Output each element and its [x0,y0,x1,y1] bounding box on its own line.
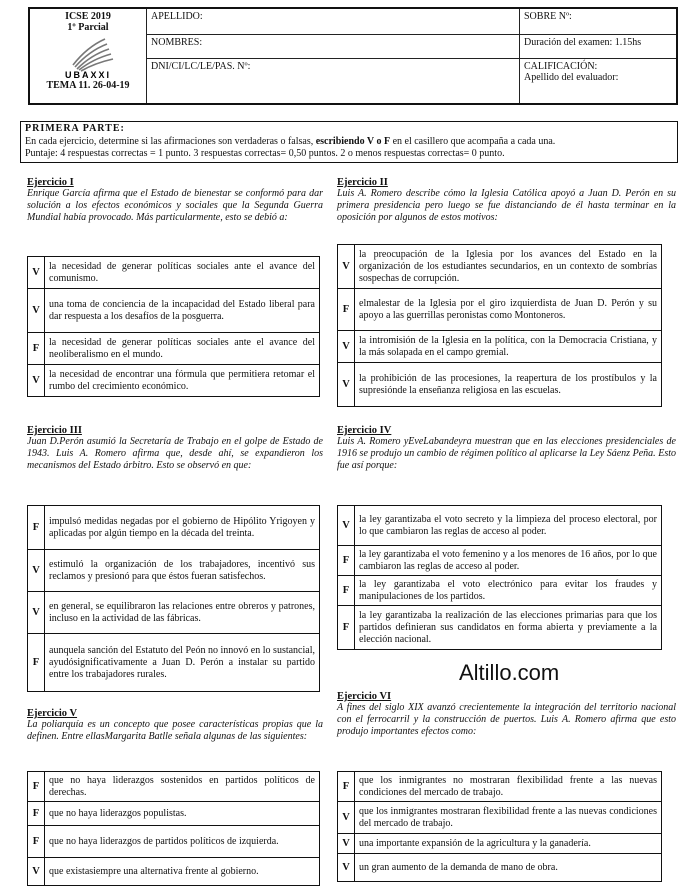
statement: que no haya liderazgos sostenidos en partidos políticos de derechas. [45,772,320,802]
exercise-title: Ejercicio I [27,177,74,188]
answer-cell[interactable]: V [28,257,45,289]
instructions-text: En cada ejercicio, determine si las afirmaciones son verdaderas o falsas, escribiendo V o F en el casillero que acompaña a cada una. [25,135,556,147]
statement: aunquela sanción del Estatuto del Peón no innovó en lo sustancial, ayudósignificativamente a Juan D. Perón a instalar su partido entre los trabajadores rurales. [45,634,320,692]
svg-text:UBAXXI: UBAXXI [64,70,112,79]
exercise-prompt: Enrique García afirma que el Estado de bienestar se conformó para dar solución a los efectos económicos y sociales que la Segunda Guerra Mundial había provocado. Más particularmente, esto se debió a: [27,188,323,223]
answer-cell[interactable]: F [28,802,45,826]
duracion-label: Duración del examen: 1.15hs [520,34,678,58]
watermark-text: Altillo.com [459,660,560,685]
exercise-3 [27,425,323,472]
statement: que no haya liderazgos de partidos políticos de izquierda. [45,826,320,858]
statement: que los inmigrantes mostraran flexibilidad frente a las nuevas condiciones del mercado de trabajo. [355,802,662,834]
answer-cell[interactable]: V [338,245,355,289]
answer-table-6 [337,771,662,882]
exercise-title: Ejercicio III [27,425,82,436]
statement: la ley garantizaba el voto secreto y la limpieza del proceso electoral, por lo que cambiaron las reglas de acceso al poder. [355,506,662,546]
statement: que no haya liderazgos populistas. [45,802,320,826]
answer-cell[interactable]: V [338,802,355,834]
statement: impulsó medidas negadas por el gobierno de Hipólito Yrigoyen y aplicadas por algún tiempo en la década del treinta. [45,506,320,550]
exercise-title: Ejercicio IV [337,425,392,436]
statement: la ley garantizaba la realización de las elecciones primarias para que los partidos definieran sus candidatos en forma abierta y previamente a la elección nacional. [355,606,662,650]
calificacion-label: CALIFICACIÓN: [524,60,598,72]
exercise-prompt: La poliarquía es un concepto que posee características propias que la definen. Entre ellasMargarita Batlle señala algunas de las siguientes: [27,719,323,742]
evaluador-label: Apellido del evaluador: [524,71,619,83]
exam-name: 1º Parcial [67,22,109,33]
answer-cell[interactable]: V [338,331,355,363]
answer-cell[interactable]: V [28,858,45,886]
statement: la ley garantizaba el voto femenino y a los menores de 16 años, por lo que cambiaron las reglas de acceso al poder. [355,546,662,576]
statement: en general, se equilibraron las relaciones entre obreros y patrones, incluso en la actividad de las fábricas. [45,592,320,634]
statement: elmalestar de la Iglesia por el giro izquierdista de Juan D. Perón y su apoyo a las guerrillas peronistas como Montoneros. [355,289,662,331]
nombres-field[interactable]: NOMBRES: [147,34,520,58]
answer-cell[interactable]: V [28,592,45,634]
statement: la ley garantizaba el voto electrónico para evitar los fraudes y manipulaciones de los partidos. [355,576,662,606]
apellido-field[interactable]: APELLIDO: [147,8,520,34]
answer-table-5 [27,771,320,886]
answer-cell[interactable]: F [28,333,45,365]
answer-cell[interactable]: V [338,834,355,854]
statement: la intromisión de la Iglesia en la política, con la Democracia Cristiana, y la más solapada en el campo gremial. [355,331,662,363]
answer-cell[interactable]: F [338,289,355,331]
exercise-2 [337,177,676,224]
statement: estimuló la organización de los trabajadores, incentivó sus reclamos y presionó para que éstos fueran satisfechos. [45,550,320,592]
exercise-prompt: Luis A. Romero yEveLabandeyra muestran que en las elecciones presidenciales de 1916 se produjo un cambio de régimen político al aplicarse la Ley Sáenz Peña. Esto fue así porque: [337,436,676,471]
answer-cell[interactable]: F [28,772,45,802]
exercise-6 [337,691,676,738]
calificacion-field[interactable] [520,58,678,104]
statement: una importante expansión de la agricultura y la ganadería. [355,834,662,854]
exercise-title: Ejercicio V [27,708,78,719]
statement: que existasiempre una alternativa frente al gobierno. [45,858,320,886]
scoring-text: Puntaje: 4 respuestas correctas = 1 punto. 3 respuestas correctas= 0,50 puntos. 2 o menos respuestas correctas= 0 punto. [25,148,505,159]
answer-table-2 [337,244,662,407]
statement: una toma de conciencia de la incapacidad del Estado liberal para dar respuesta a los desafíos de la posguerra. [45,289,320,333]
course-name: ICSE 2019 [65,11,111,22]
answer-cell[interactable]: F [28,634,45,692]
section-title: PRIMERA PARTE: [25,123,125,134]
answer-cell[interactable]: V [338,363,355,407]
exercise-5 [27,708,323,743]
ubaxxi-logo [53,35,123,79]
exam-identity [29,8,147,104]
dni-field[interactable]: DNI/CI/LC/LE/PAS. Nº: [147,58,520,104]
answer-cell[interactable]: V [28,289,45,333]
answer-cell[interactable]: F [28,506,45,550]
statement: la necesidad de encontrar una fórmula que permitiera retomar el rumbo del crecimiento económico. [45,365,320,397]
statement: un gran aumento de la demanda de mano de obra. [355,854,662,882]
statement: la prohibición de las procesiones, la reapertura de los prostíbulos y la supresiónde la enseñanza religiosa en las escuelas. [355,363,662,407]
statement: la necesidad de generar políticas sociales ante el avance del neoliberalismo en el mundo. [45,333,320,365]
answer-cell[interactable]: V [338,506,355,546]
exercise-prompt: Juan D.Perón asumió la Secretaría de Trabajo en el golpe de Estado de 1943. Luis A. Romero afirma que, desde ahí, se expandieron los mecanismos del Estado árbitro. Esto se observó en que: [27,436,323,471]
answer-cell[interactable]: F [338,606,355,650]
exercise-4 [337,425,676,472]
exam-tema: TEMA 11. 26-04-19 [46,80,130,91]
answer-table-4 [337,505,662,650]
exercise-prompt: A fines del siglo XIX avanzó crecientemente la integración del territorio nacional con el ferrocarril y la construcción de puertos. Luis A. Romero afirma que esto produjo importantes efectos como: [337,702,676,737]
statement: que los inmigrantes no mostraran flexibilidad frente a las nuevas condiciones del mercado de trabajo. [355,772,662,802]
answer-cell[interactable]: F [338,576,355,606]
exercise-title: Ejercicio II [337,177,388,188]
answer-table-3 [27,505,320,692]
statement: la necesidad de generar políticas sociales ante el avance del comunismo. [45,257,320,289]
sobre-field[interactable]: SOBRE Nº: [520,8,678,34]
exercise-prompt: Luis A. Romero describe cómo la Iglesia Católica apoyó a Juan D. Perón en su primera presidencia pero luego se fue distanciando de él hasta terminar en la oposición por algunos de estos motivos: [337,188,676,223]
statement: la preocupación de la Iglesia por los avances del Estado en la organización de los estudiantes secundarios, en un contexto de sombrías sospechas de corrupción. [355,245,662,289]
answer-cell[interactable]: F [338,772,355,802]
instructions-box [20,121,678,163]
answer-cell[interactable]: V [338,854,355,882]
exam-header [28,7,678,105]
answer-cell[interactable]: F [28,826,45,858]
answer-cell[interactable]: V [28,550,45,592]
answer-cell[interactable]: F [338,546,355,576]
exercise-title: Ejercicio VI [337,691,392,702]
answer-table-1 [27,256,320,397]
answer-cell[interactable]: V [28,365,45,397]
exercise-1 [27,177,323,224]
